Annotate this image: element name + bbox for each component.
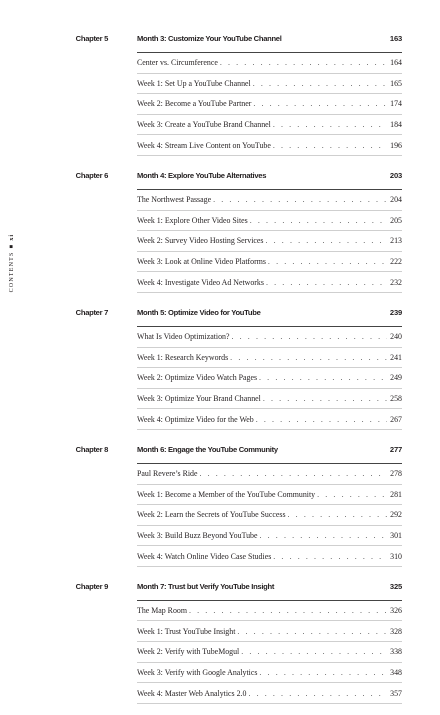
entry-title: Week 4: Watch Online Video Case Studies [137, 551, 272, 561]
dot-leader [230, 353, 387, 362]
toc-entry[interactable] [137, 683, 402, 704]
entry-page: 326 [390, 606, 402, 616]
entry-page: 278 [390, 469, 402, 479]
entry-page: 348 [390, 667, 402, 677]
toc-entry[interactable] [137, 621, 402, 642]
entry-title: Week 2: Optimize Video Watch Pages [137, 373, 258, 383]
chapter-label: Chapter 8 [75, 444, 108, 454]
entry-title: Week 1: Become a Member of the YouTube Community [137, 489, 316, 499]
dot-leader [232, 332, 388, 341]
toc-entry[interactable] [137, 211, 402, 232]
entry-title: What Is Video Optimization? [137, 332, 230, 342]
chapter-7 [0, 304, 440, 430]
entry-page: 174 [390, 99, 402, 109]
chapter-label: Chapter 5 [75, 34, 108, 43]
entry-title: Week 3: Create a YouTube Brand Channel [137, 120, 271, 130]
entry-page: 164 [390, 58, 402, 68]
dot-leader [317, 490, 387, 499]
toc-entry[interactable] [137, 368, 402, 389]
chapter-title[interactable]: Month 6: Engage the YouTube Community [137, 444, 278, 454]
chapter-heading [75, 30, 402, 53]
entry-page: 241 [390, 352, 402, 362]
dot-leader [241, 647, 387, 656]
entry-page: 204 [390, 195, 402, 205]
entry-page: 165 [390, 78, 402, 88]
entry-page: 184 [390, 120, 402, 130]
toc-entry[interactable] [137, 464, 402, 485]
toc-entry[interactable] [137, 526, 402, 547]
dot-leader [260, 531, 388, 540]
entry-title: The Map Room [137, 606, 187, 616]
chapter-page: 277 [389, 444, 402, 454]
entry-page: 240 [390, 332, 402, 342]
entry-page: 328 [390, 626, 402, 636]
chapter-title[interactable]: Month 5: Optimize Video for YouTube [137, 307, 261, 317]
entry-page: 196 [390, 140, 402, 150]
chapter-label: Chapter 6 [75, 170, 108, 180]
toc-entry[interactable] [137, 663, 402, 684]
entry-page: 267 [390, 414, 402, 424]
entry-page: 232 [390, 277, 402, 287]
entry-title: Week 3: Look at Online Video Platforms [137, 257, 266, 267]
dot-leader [268, 257, 387, 266]
dot-leader [253, 99, 387, 108]
dot-leader [189, 606, 387, 615]
toc-entry[interactable] [137, 135, 402, 156]
running-header-separator: ■ [9, 243, 15, 249]
chapter-heading [75, 167, 402, 190]
entry-page: 310 [390, 551, 402, 561]
chapter-9 [0, 578, 440, 704]
entry-title: Week 3: Verify with Google Analytics [137, 667, 258, 677]
dot-leader [266, 236, 388, 245]
dot-leader [213, 195, 387, 204]
chapter-heading [75, 304, 402, 327]
toc-entry[interactable] [137, 389, 402, 410]
entry-title: Paul Revere’s Ride [137, 469, 198, 479]
chapter-label: Chapter 9 [75, 581, 108, 591]
entry-page: 281 [390, 489, 402, 499]
chapter-title[interactable]: Month 7: Trust but Verify YouTube Insight [137, 581, 275, 591]
chapter-page: 163 [389, 34, 402, 43]
chapter-title[interactable]: Month 3: Customize Your YouTube Channel [137, 34, 282, 43]
entry-title: Week 2: Verify with TubeMogul [137, 647, 240, 657]
entry-title: Week 3: Build Buzz Beyond YouTube [137, 530, 258, 540]
entry-title: Week 1: Research Keywords [137, 352, 229, 362]
dot-leader [273, 552, 387, 561]
dot-leader [273, 141, 387, 150]
dot-leader [253, 79, 387, 88]
entry-page: 292 [390, 510, 402, 520]
toc-entry[interactable] [137, 115, 402, 136]
toc-entry[interactable] [137, 327, 402, 348]
running-header-text: CONTENTS [9, 251, 15, 293]
chapter-title[interactable]: Month 4: Explore YouTube Alternatives [137, 170, 267, 180]
entry-title: Center vs. Circumference [137, 58, 218, 68]
dot-leader [248, 689, 387, 698]
entry-title: Week 4: Stream Live Content on YouTube [137, 140, 271, 150]
dot-leader [220, 58, 387, 67]
entry-title: Week 4: Optimize Video for the Web [137, 414, 254, 424]
chapter-8 [0, 441, 440, 567]
entry-page: 213 [390, 236, 402, 246]
chapter-heading [75, 578, 402, 601]
entry-page: 338 [390, 647, 402, 657]
toc-entry[interactable] [137, 546, 402, 567]
entry-title: The Northwest Passage [137, 195, 212, 205]
entry-page: 258 [390, 394, 402, 404]
entry-title: Week 2: Become a YouTube Partner [137, 99, 252, 109]
entry-page: 205 [390, 215, 402, 225]
entry-title: Week 4: Master Web Analytics 2.0 [137, 688, 247, 698]
table-of-contents [0, 30, 440, 715]
dot-leader [199, 469, 387, 478]
toc-entry[interactable] [137, 231, 402, 252]
toc-entry[interactable] [137, 272, 402, 293]
page-number: xi [9, 233, 15, 241]
chapter-label: Chapter 7 [75, 307, 108, 317]
dot-leader [259, 373, 387, 382]
entry-page: 249 [390, 373, 402, 383]
toc-entry[interactable] [137, 94, 402, 115]
dot-leader [273, 120, 387, 129]
entry-page: 222 [390, 257, 402, 267]
dot-leader [259, 668, 387, 677]
entry-title: Week 4: Investigate Video Ad Networks [137, 277, 264, 287]
dot-leader [266, 278, 387, 287]
dot-leader [263, 394, 387, 403]
entry-title: Week 1: Set Up a YouTube Channel [137, 78, 251, 88]
dot-leader [237, 627, 387, 636]
chapter-page: 239 [389, 307, 402, 317]
toc-entry[interactable] [137, 74, 402, 95]
entry-title: Week 3: Optimize Your Brand Channel [137, 394, 261, 404]
toc-entry[interactable] [137, 409, 402, 430]
entry-title: Week 2: Survey Video Hosting Services [137, 236, 264, 246]
toc-entry[interactable] [137, 642, 402, 663]
chapter-page: 325 [389, 581, 402, 591]
toc-entry[interactable] [137, 601, 402, 622]
entry-title: Week 1: Explore Other Video Sites [137, 215, 248, 225]
chapter-5 [0, 30, 440, 156]
toc-entry[interactable] [137, 505, 402, 526]
entry-title: Week 1: Trust YouTube Insight [137, 626, 236, 636]
entry-title: Week 2: Learn the Secrets of YouTube Success [137, 510, 286, 520]
entry-page: 357 [390, 688, 402, 698]
chapter-page: 203 [389, 170, 402, 180]
toc-entry[interactable] [137, 190, 402, 211]
dot-leader [250, 216, 387, 225]
toc-entry[interactable] [137, 53, 402, 74]
dot-leader [256, 415, 387, 424]
toc-entry[interactable] [137, 348, 402, 369]
chapter-6 [0, 167, 440, 293]
toc-entry[interactable] [137, 485, 402, 506]
chapter-heading [75, 441, 402, 464]
toc-entry[interactable] [137, 252, 402, 273]
entry-page: 301 [390, 530, 402, 540]
